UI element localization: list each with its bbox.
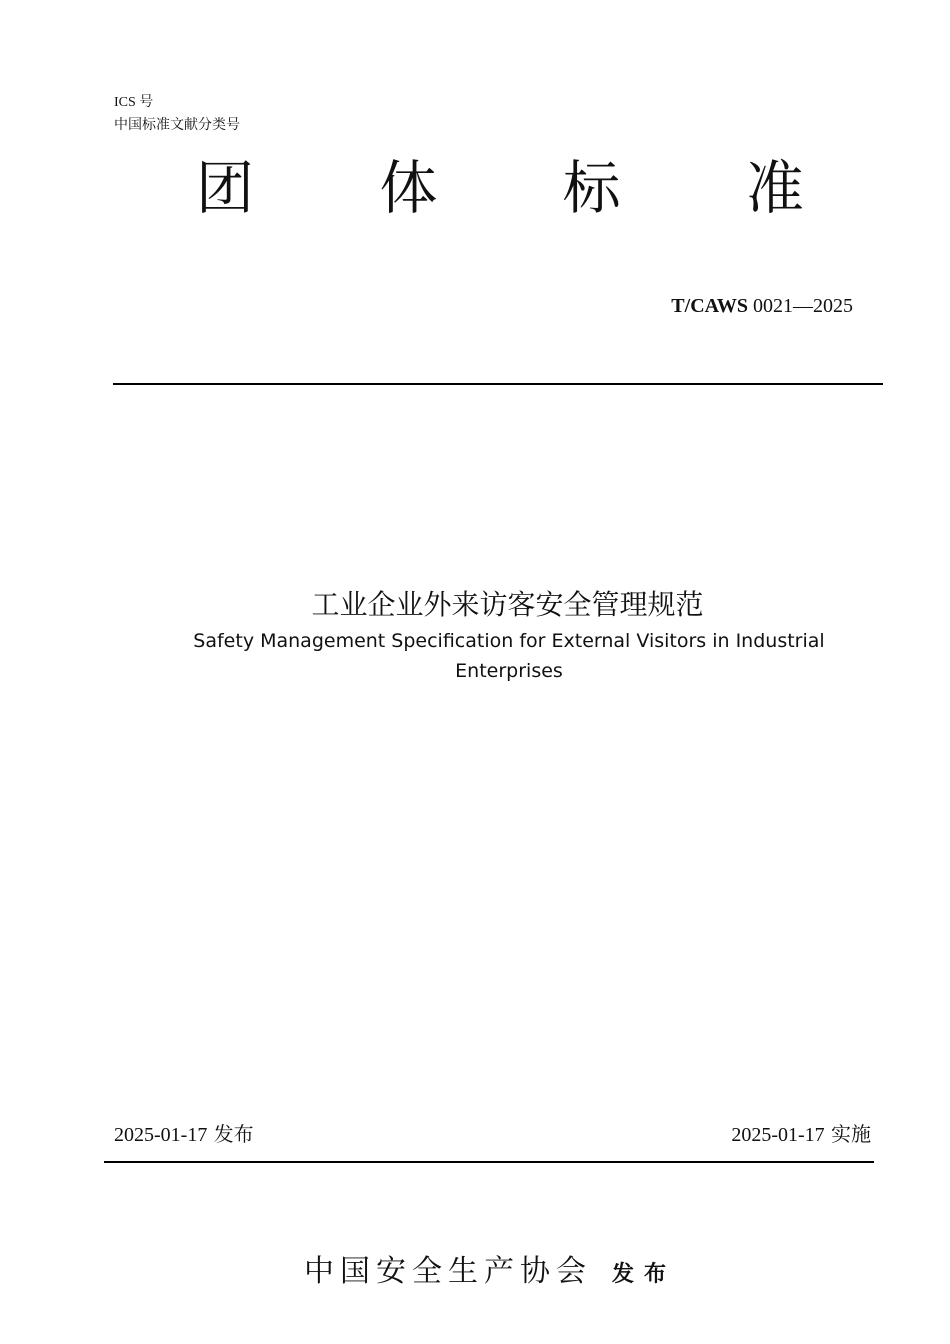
publisher	[0, 1250, 950, 1297]
category-char-2: 体	[379, 154, 438, 222]
standard-number	[671, 294, 853, 318]
standard-code: 0021—2025	[748, 295, 853, 317]
category-char-4: 准	[745, 154, 804, 222]
implementation-date-label: 实施	[824, 1122, 871, 1146]
issue-date	[114, 1121, 254, 1148]
clc-number: 中国标准文献分类号	[114, 117, 240, 133]
bottom-divider	[104, 1161, 874, 1163]
issue-date-value: 2025-01-17	[114, 1124, 208, 1146]
implementation-date-value: 2025-01-17	[731, 1124, 825, 1146]
category-char-1: 团	[195, 154, 254, 222]
ics-number: ICS 号	[114, 95, 154, 110]
publisher-issued-label: 发布	[611, 1262, 676, 1287]
document-title-english: Safety Management Specification for External Visitors in Industrial Enterprises	[193, 630, 825, 682]
standard-category-title	[180, 152, 820, 224]
implementation-date	[731, 1121, 871, 1148]
category-char-3: 标	[562, 154, 621, 222]
publisher-org: 中国安全生产协会	[303, 1254, 592, 1289]
top-divider	[113, 383, 883, 385]
issue-date-label: 发布	[207, 1122, 254, 1146]
document-title-chinese: 工业企业外来访客安全管理规范	[311, 588, 704, 621]
standard-prefix: T/CAWS	[671, 295, 748, 317]
